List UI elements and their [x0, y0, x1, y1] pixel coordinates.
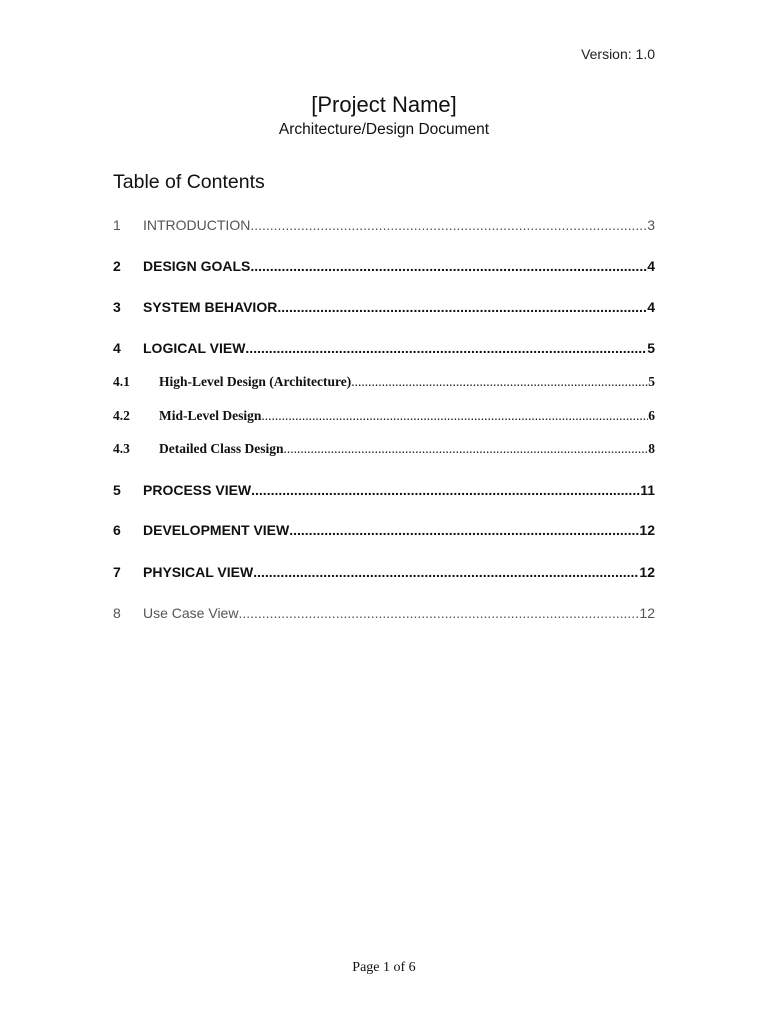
toc-entry-page: 8 [648, 441, 655, 456]
toc-entry-label: DESIGN GOALS [143, 258, 251, 274]
toc-entry-label: Use Case View [143, 605, 239, 621]
toc-entry-process-view[interactable] [113, 482, 655, 498]
toc-entry-label: SYSTEM BEHAVIOR [143, 299, 278, 315]
toc-entry-number: 4 [113, 340, 121, 356]
toc-leader-dots [351, 374, 648, 390]
toc-entry-page: 5 [647, 340, 655, 356]
toc-entry-label: Detailed Class Design [159, 441, 284, 456]
toc-entry-page: 12 [639, 564, 655, 580]
toc-leader-dots [261, 408, 648, 424]
toc-entry-physical-view[interactable] [113, 564, 655, 580]
toc-entry-number: 2 [113, 258, 121, 274]
toc-entry-label: Mid-Level Design [159, 408, 262, 423]
toc-entry-detailed-class-design[interactable] [113, 441, 655, 457]
toc-entry-number: 7 [113, 564, 121, 580]
toc-entry-page: 6 [648, 408, 655, 423]
toc-leader-dots [289, 522, 639, 538]
toc-entry-page: 12 [639, 522, 655, 538]
toc-leader-dots [253, 564, 639, 580]
toc-entry-design-goals[interactable] [113, 258, 655, 274]
toc-heading: Table of Contents [113, 171, 265, 193]
toc-entry-mid-level-design[interactable] [113, 408, 655, 424]
toc-entry-label: PHYSICAL VIEW [143, 564, 254, 580]
toc-entry-number: 8 [113, 605, 121, 621]
toc-entry-use-case-view[interactable] [113, 605, 655, 621]
toc-leader-dots [238, 605, 639, 621]
toc-entry-system-behavior[interactable] [113, 299, 655, 315]
toc-entry-page: 12 [639, 605, 655, 621]
toc-entry-label: INTRODUCTION [143, 217, 251, 233]
toc-entry-label: High-Level Design (Architecture) [159, 374, 352, 389]
document-subtitle: Architecture/Design Document [278, 121, 490, 138]
toc-leader-dots [250, 217, 647, 233]
page-number-footer: Page 1 of 6 [352, 960, 416, 975]
toc-entry-number: 4.1 [113, 374, 130, 389]
toc-entry-number: 1 [113, 217, 121, 233]
toc-entry-high-level-design[interactable] [113, 374, 655, 390]
toc-entry-logical-view[interactable] [113, 340, 655, 356]
toc-entry-page: 4 [647, 258, 655, 274]
toc-entry-page: 3 [647, 217, 655, 233]
toc-entry-label: LOGICAL VIEW [143, 340, 246, 356]
toc-entry-label: DEVELOPMENT VIEW [143, 522, 290, 538]
toc-leader-dots [284, 441, 649, 457]
toc-entry-number: 6 [113, 522, 121, 538]
toc-leader-dots [245, 340, 647, 356]
toc-entry-number: 5 [113, 482, 121, 498]
version-label: Version: 1.0 [581, 46, 655, 62]
toc-entry-page: 11 [640, 482, 655, 498]
toc-entry-number: 4.2 [113, 408, 130, 423]
toc-leader-dots [250, 258, 647, 274]
toc-leader-dots [251, 482, 640, 498]
toc-entry-number: 4.3 [113, 441, 130, 456]
toc-entry-number: 3 [113, 299, 121, 315]
toc-entry-label: PROCESS VIEW [143, 482, 252, 498]
toc-entry-development-view[interactable] [113, 522, 655, 538]
toc-entry-page: 4 [647, 299, 655, 315]
toc-leader-dots [277, 299, 647, 315]
document-title: [Project Name] [311, 92, 457, 117]
toc-entry-introduction[interactable] [113, 217, 655, 233]
toc-entry-page: 5 [648, 374, 655, 389]
